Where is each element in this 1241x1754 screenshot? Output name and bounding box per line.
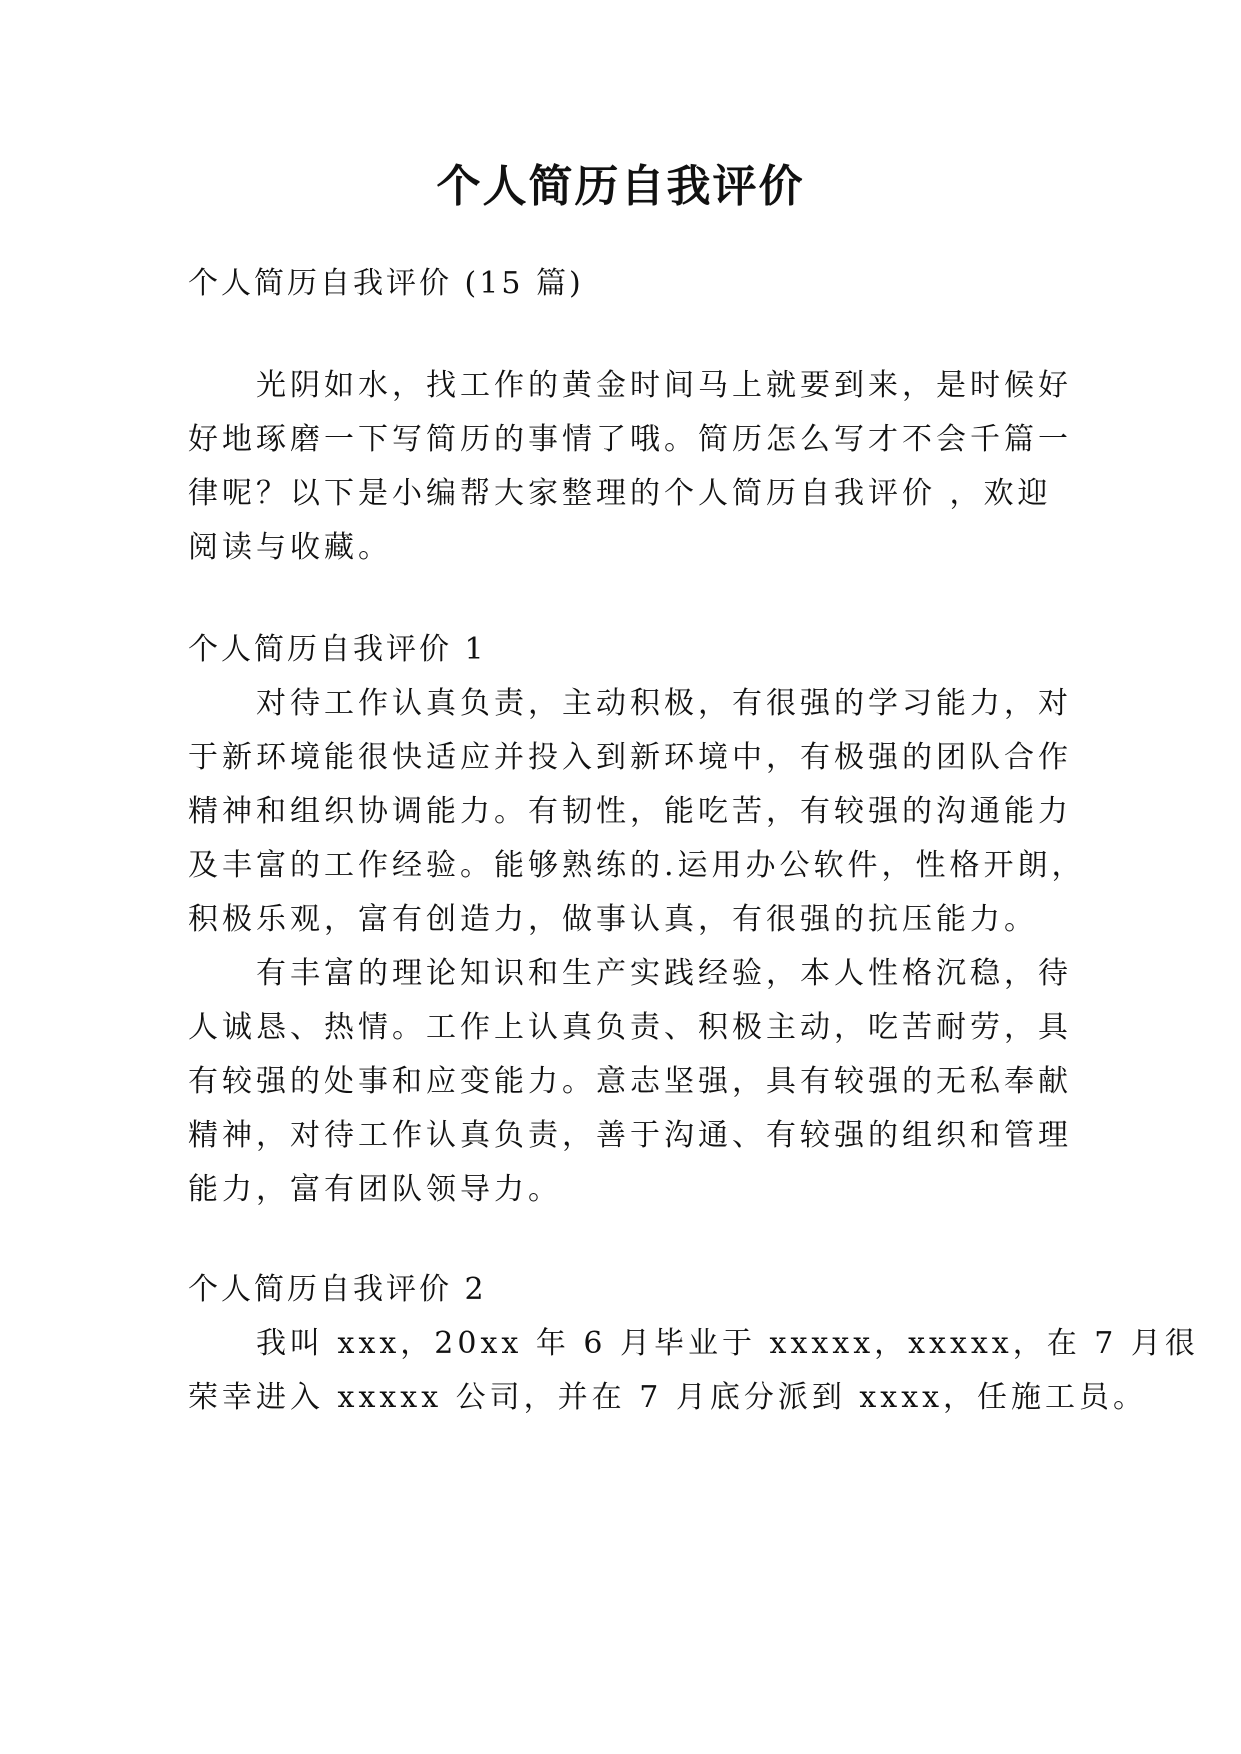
paragraph-line: 精神，对待工作认真负责，善于沟通、有较强的组织和管理 xyxy=(188,1118,1072,1153)
paragraph-line: 我叫 xxx，20xx 年 6 月毕业于 xxxxx，xxxxx，在 7 月很 xyxy=(256,1326,1199,1361)
intro-line: 阅读与收藏。 xyxy=(188,530,392,565)
paragraph-line: 及丰富的工作经验。能够熟练的.运用办公软件，性格开朗， xyxy=(188,848,1086,883)
intro-line: 光阴如水，找工作的黄金时间马上就要到来，是时候好 xyxy=(256,368,1072,403)
paragraph-line: 对待工作认真负责，主动积极，有很强的学习能力，对 xyxy=(256,686,1072,721)
section-heading: 个人简历自我评价 1 xyxy=(188,632,487,667)
paragraph-line: 积极乐观，富有创造力，做事认真，有很强的抗压能力。 xyxy=(188,902,1038,937)
paragraph-line: 荣幸进入 xxxxx 公司，并在 7 月底分派到 xxxx，任施工员。 xyxy=(188,1380,1148,1415)
paragraph-line: 人诚恳、热情。工作上认真负责、积极主动，吃苦耐劳，具 xyxy=(188,1010,1072,1045)
paragraph-line: 有丰富的理论知识和生产实践经验，本人性格沉稳，待 xyxy=(256,956,1072,991)
section-heading: 个人简历自我评价 2 xyxy=(188,1272,487,1307)
paragraph-line: 精神和组织协调能力。有韧性，能吃苦，有较强的沟通能力 xyxy=(188,794,1072,829)
intro-line: 律呢？以下是小编帮大家整理的个人简历自我评价 ，欢迎 xyxy=(188,476,1052,511)
intro-line: 好地琢磨一下写简历的事情了哦。简历怎么写才不会千篇一 xyxy=(188,422,1072,457)
paragraph-line: 有较强的处事和应变能力。意志坚强，具有较强的无私奉献 xyxy=(188,1064,1072,1099)
document-subtitle: 个人简历自我评价 (15 篇) xyxy=(188,266,584,301)
paragraph-line: 于新环境能很快适应并投入到新环境中，有极强的团队合作 xyxy=(188,740,1072,775)
paragraph-line: 能力，富有团队领导力。 xyxy=(188,1172,562,1207)
document-title: 个人简历自我评价 xyxy=(436,161,805,212)
